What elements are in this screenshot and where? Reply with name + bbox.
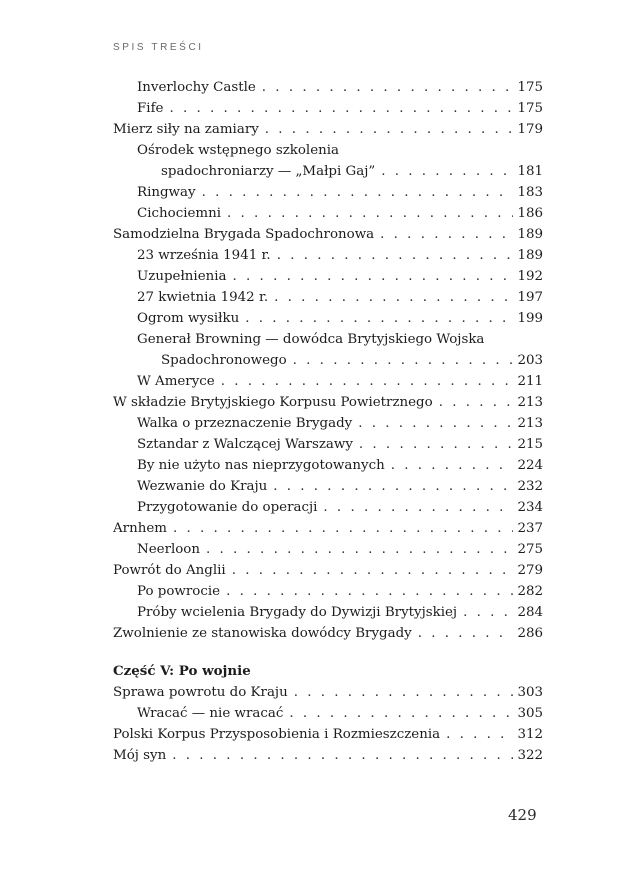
- toc-entry-title: 23 września 1941 r.: [137, 248, 271, 263]
- toc-entry: [113, 560, 543, 581]
- toc-entry: [113, 455, 543, 476]
- toc-entry-title: By nie użyto nas nieprzygotowanych: [137, 458, 385, 473]
- dot-leader: [381, 161, 513, 182]
- toc-entry: [113, 602, 543, 623]
- toc-entry-title: Arnhem: [113, 521, 167, 536]
- toc-entry: [113, 413, 543, 434]
- toc-entry-title: Ośrodek wstępnego szkolenia: [137, 143, 340, 158]
- toc-entry: [113, 497, 543, 518]
- toc-page-number: 179: [517, 122, 543, 137]
- dot-leader: [418, 623, 513, 644]
- toc-entry-title: Przygotowanie do operacji: [137, 500, 318, 515]
- toc-page-number: 224: [517, 458, 543, 473]
- toc-entry-title: Wracać — nie wracać: [137, 706, 284, 721]
- toc-page-number: 183: [517, 185, 543, 200]
- dot-leader: [274, 287, 513, 308]
- toc-page-number: 181: [517, 164, 543, 179]
- toc-entry-title: Po powrocie: [137, 584, 221, 599]
- toc-entry: [113, 266, 543, 287]
- toc-entry-title: Walka o przeznaczenie Brygady: [137, 416, 353, 431]
- toc-page-number: 305: [517, 706, 543, 721]
- toc-entry-title: Wezwanie do Kraju: [137, 479, 268, 494]
- toc-entry-title: Mój syn: [113, 748, 167, 763]
- dot-leader: [245, 308, 513, 329]
- toc-entry: [113, 623, 543, 644]
- toc-page-number: 279: [517, 563, 543, 578]
- toc-entry-title: Ringway: [137, 185, 196, 200]
- dot-leader: [277, 245, 513, 266]
- toc-page-number: 197: [517, 290, 543, 305]
- toc-page-number: 213: [517, 416, 543, 431]
- toc-page-number: 275: [517, 542, 543, 557]
- toc-entry: [113, 476, 543, 497]
- dot-leader: [358, 413, 513, 434]
- toc-page-number: 203: [517, 353, 543, 368]
- toc-entry: [113, 745, 543, 766]
- dot-leader: [380, 224, 513, 245]
- toc-page-number: 213: [517, 395, 543, 410]
- toc-entry: [113, 119, 543, 140]
- toc-entry-title: W składzie Brytyjskiego Korpusu Powietrznego: [113, 395, 433, 410]
- toc-entry-title: Cichociemni: [137, 206, 222, 221]
- toc-entry-title: 27 kwietnia 1942 r.: [137, 290, 269, 305]
- toc-entry-title: Fife: [137, 101, 164, 116]
- dot-leader: [359, 434, 513, 455]
- toc-entry-title: W Ameryce: [137, 374, 215, 389]
- toc-page-number: 284: [517, 605, 543, 620]
- toc-entry: [113, 581, 543, 602]
- toc-entry: [113, 329, 543, 350]
- running-header: SPIS TREŚCI: [113, 42, 204, 53]
- toc-entry: [113, 392, 543, 413]
- dot-leader: [169, 98, 513, 119]
- toc-page-number: 215: [517, 437, 543, 452]
- toc-part4-list: [113, 77, 543, 644]
- toc-page-number: 303: [517, 685, 543, 700]
- dot-leader: [221, 371, 513, 392]
- dot-leader: [262, 77, 513, 98]
- toc-entry-continuation: [113, 161, 543, 182]
- toc-entry: [113, 724, 543, 745]
- dot-leader: [439, 392, 513, 413]
- dot-leader: [172, 745, 513, 766]
- toc-entry: [113, 224, 543, 245]
- toc-entry-title: Polski Korpus Przysposobienia i Rozmieszczenia: [113, 727, 441, 742]
- toc-entry-title: Samodzielna Brygada Spadochronowa: [113, 227, 375, 242]
- toc-entry-title: Neerloon: [137, 542, 200, 557]
- toc-page-number: 312: [517, 727, 543, 742]
- toc-page-number: 211: [517, 374, 543, 389]
- dot-leader: [463, 602, 513, 623]
- toc-page-number: 199: [517, 311, 543, 326]
- toc-entry-title: Generał Browning — dowódca Brytyjskiego Wojska: [137, 332, 485, 347]
- dot-leader: [289, 703, 513, 724]
- toc-entry-title: Uzupełnienia: [137, 269, 227, 284]
- dot-leader: [391, 455, 513, 476]
- dot-leader: [446, 724, 513, 745]
- toc-entry-title: Sprawa powrotu do Kraju: [113, 685, 288, 700]
- dot-leader: [226, 581, 513, 602]
- toc-entry: [113, 682, 543, 703]
- toc-entry: [113, 245, 543, 266]
- dot-leader: [232, 560, 513, 581]
- toc-page-number: 186: [517, 206, 543, 221]
- toc-entry-title: Próby wcielenia Brygady do Dywizji Brytyjskiej: [137, 605, 458, 620]
- dot-leader: [202, 182, 513, 203]
- toc-page-number: 232: [517, 479, 543, 494]
- toc-page-number: 237: [517, 521, 543, 536]
- toc-page-number: 189: [517, 227, 543, 242]
- page-number: 429: [508, 806, 537, 824]
- toc-entry: [113, 308, 543, 329]
- toc-part5-list: [113, 682, 543, 766]
- toc-entry-title: Sztandar z Walczącej Warszawy: [137, 437, 353, 452]
- toc-page-number: 189: [517, 248, 543, 263]
- toc-page-number: 322: [517, 748, 543, 763]
- toc-entry-title: Inverlochy Castle: [137, 80, 256, 95]
- toc-entry-title: Powrót do Anglii: [113, 563, 226, 578]
- toc-entry: [113, 98, 543, 119]
- toc-entry-title: Ogrom wysiłku: [137, 311, 240, 326]
- toc-entry: [113, 371, 543, 392]
- toc-entry: [113, 518, 543, 539]
- toc-entry-title-continuation: spadochroniarzy — „Małpi Gaj”: [161, 164, 376, 179]
- toc-page-number: 282: [517, 584, 543, 599]
- dot-leader: [293, 350, 513, 371]
- toc-page-number: 234: [517, 500, 543, 515]
- toc-entry: [113, 203, 543, 224]
- toc-entry: [113, 287, 543, 308]
- toc-entry: [113, 703, 543, 724]
- toc-entry: [113, 77, 543, 98]
- dot-leader: [265, 119, 513, 140]
- toc-page-number: 175: [517, 80, 543, 95]
- dot-leader: [227, 203, 513, 224]
- dot-leader: [294, 682, 513, 703]
- dot-leader: [173, 518, 513, 539]
- toc-entry-title: Mierz siły na zamiary: [113, 122, 259, 137]
- toc-entry: [113, 434, 543, 455]
- toc-entry: [113, 182, 543, 203]
- toc-page-number: 175: [517, 101, 543, 116]
- toc-entry-continuation: [113, 350, 543, 371]
- toc-entry-title-continuation: Spadochronowego: [161, 353, 287, 368]
- toc-entry-title: Zwolnienie ze stanowiska dowódcy Brygady: [113, 626, 412, 641]
- part5-heading: Część V: Po wojnie: [113, 663, 251, 679]
- toc-entry: [113, 140, 543, 161]
- dot-leader: [206, 539, 513, 560]
- toc-page-number: 192: [517, 269, 543, 284]
- dot-leader: [233, 266, 513, 287]
- table-of-contents: [113, 77, 543, 766]
- toc-page-number: 286: [517, 626, 543, 641]
- toc-entry: [113, 539, 543, 560]
- dot-leader: [273, 476, 513, 497]
- dot-leader: [323, 497, 513, 518]
